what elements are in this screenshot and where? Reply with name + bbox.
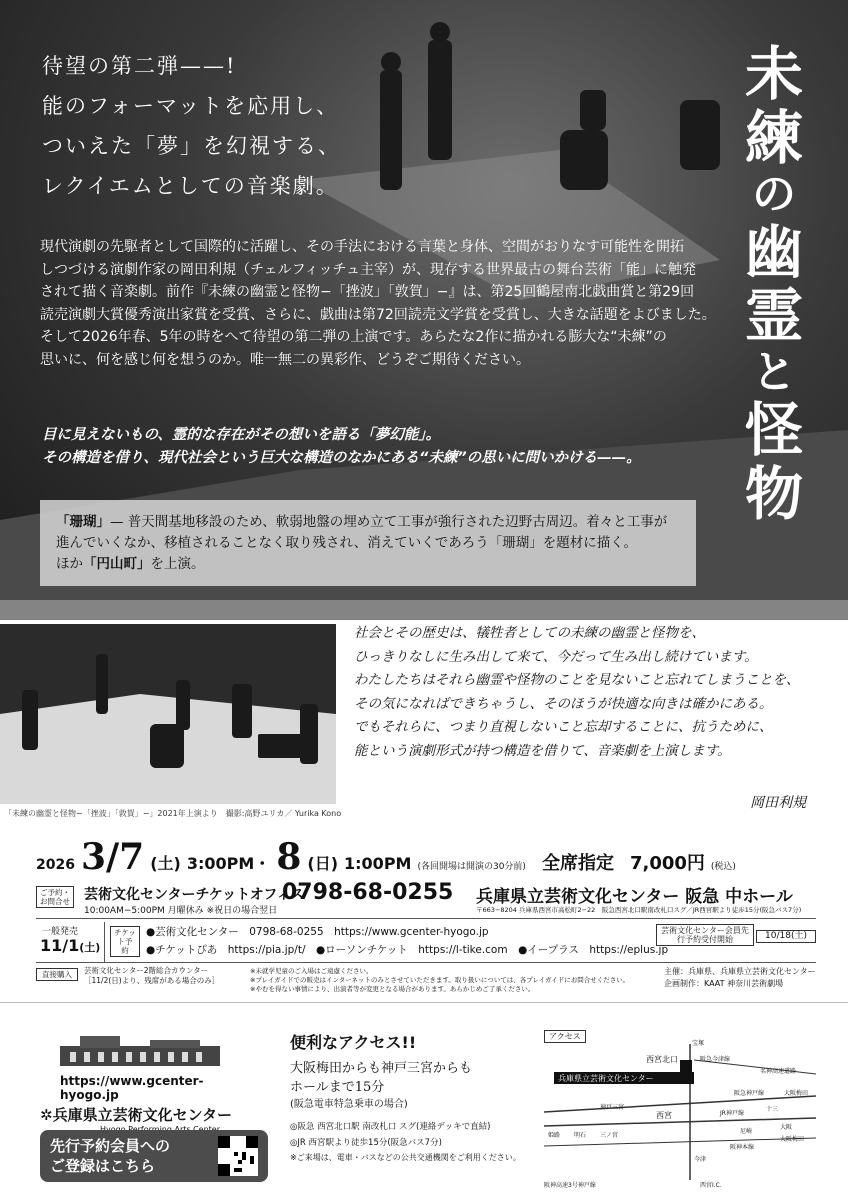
map-label: 西宮I.C. (700, 1182, 722, 1189)
quote-line: 社会とその歴史は、犠牲者としての未練の幽霊と怪物を、 (354, 625, 705, 641)
sales-line-1[interactable]: ●芸術文化センター 0798-68-0255 https://www.gcenter-hyogo.jp (146, 926, 489, 938)
access-line: (阪急電車特急乗車の場合) (290, 1099, 408, 1110)
tagline-line: 能のフォーマットを応用し、 (42, 94, 340, 118)
contact-row (36, 880, 816, 918)
divider (0, 1002, 848, 1003)
dow-2: (日) (307, 854, 339, 873)
member-label: 芸術文化センター会員先行予約受付開始 (656, 924, 754, 946)
map-label: 明石 (574, 1132, 587, 1139)
access-map (544, 1030, 816, 1190)
sango-title: 「珊瑚」 (56, 514, 110, 530)
ticket-tag: チケット予約 (110, 926, 140, 957)
intro-line: そして2026年春、5年の時をへて待望の第二弾の上演です。あらたな2作に描かれる膨大な“未練”の (40, 329, 667, 345)
map-label: 西宮北口 (646, 1055, 678, 1064)
sales-line-2[interactable]: ●チケットぴあ https://pia.jp/t/ ●ローソンチケット https://l-tike.com ●イープラス https://eplus.jp (146, 944, 669, 956)
open-note: (各回開場は開演の30分前) (417, 862, 526, 872)
direct-text: 芸術文化センター2階総合カウンター［11/2(日)より、残席がある場合のみ］ (84, 966, 220, 985)
map-label: 阪急神戸線 (734, 1090, 765, 1097)
intro-line: 読売演劇大賞優秀演出家賞を受賞、さらに、戯曲は第72回読売文学賞を受賞し、大きな話題をよびました。 (40, 306, 716, 323)
map-label: 尼崎 (740, 1128, 753, 1135)
title-part: 未練 (744, 40, 803, 172)
map-label: 三ノ宮 (600, 1132, 619, 1139)
organizer: 主催：兵庫県、兵庫県立芸術文化センター (664, 967, 816, 976)
map-label: 阪神高速3号神戸線 (544, 1182, 596, 1189)
map-label: 阪急今津線 (700, 1056, 731, 1063)
time-1: 3:00PM・ (186, 854, 271, 873)
tagline (42, 46, 341, 206)
map-label: 大阪梅田 (780, 1136, 805, 1143)
footer-url[interactable]: https://www.gcenter-hyogo.jp (60, 1074, 204, 1102)
building-icon (40, 1030, 240, 1070)
title-part: の (752, 169, 796, 220)
ticket-price: 7,000円 (629, 853, 705, 874)
time-2: 1:00PM (344, 854, 412, 873)
map-label: 西宮 (656, 1111, 672, 1120)
date-1: 3/7 (80, 836, 145, 878)
note-line: ※未就学児童のご入場はご遠慮ください。 (250, 967, 373, 975)
intro-line: されて描く音楽劇。前作『未練の幽霊と怪物−「挫波」「敦賀」−』は、第25回鶴屋南北戯曲賞と第29回 (40, 284, 695, 300)
producer: 企画制作：KAAT 神奈川芸術劇場 (664, 979, 784, 988)
tagline-line: ついえた「夢」を幻視する、 (42, 134, 341, 158)
map-title: アクセス (544, 1030, 586, 1043)
office-name: 芸術文化センターチケットオフィス (84, 887, 305, 903)
title-part: 幽霊 (744, 218, 803, 350)
date-2: 8 (276, 836, 302, 878)
maruyama-title: 「円山町」 (83, 556, 151, 572)
map-label: 大阪梅田 (784, 1090, 809, 1097)
director-quote (354, 622, 824, 763)
tagline-line: レクイエムとしての音楽劇。 (42, 174, 339, 198)
map-label: JR神戸線 (720, 1110, 744, 1117)
access-title: 便利なアクセス!! (290, 1033, 417, 1052)
member-date: 10/18(土) (756, 930, 816, 943)
tax-note: (税込) (710, 862, 736, 872)
map-label: 姫路 (548, 1132, 561, 1139)
map-label: 大阪 (780, 1124, 793, 1131)
photo-caption: 「未練の幽霊と怪物−「挫波」「敦賀」−」2021年上演より 撮影:高野ユリカ／ Yurika Kono (4, 809, 342, 818)
emphasis-line: その構造を借り、現代社会という巨大な構造のなかにある“未練”の思いに問いかける——。 (42, 450, 641, 466)
map-label: 宝塚 (692, 1040, 705, 1047)
qr-pattern (218, 1136, 258, 1176)
venue-logo-block (40, 1030, 260, 1134)
venue-name-jp: 兵庫県立芸術文化センター (52, 1106, 232, 1124)
access-info (290, 1030, 530, 1163)
quote-line: でもそれらに、つまり直視しないこと忘却することに、抗うために、 (354, 719, 773, 735)
sango-text: を上演。 (150, 556, 205, 572)
schedule-row (36, 836, 816, 882)
performance-photo (0, 624, 336, 804)
show-title (728, 42, 820, 526)
map-label: 阪神本線 (730, 1144, 755, 1151)
divider (104, 922, 105, 962)
sango-box (40, 500, 696, 586)
title-part: 怪物 (744, 396, 803, 528)
general-sale-label: 一般発売 (42, 927, 79, 937)
map-label: 名神高速道路 (760, 1068, 797, 1075)
member-signup-button[interactable] (40, 1130, 268, 1182)
map-label: 神戸三宮 (600, 1104, 625, 1111)
note-line: ※やむを得ない事情により、出演者等が変更となる場合があります。あらかじめご了承ください。 (250, 985, 535, 993)
intro-line: 思いに、何を感じ何を想うのか。唯一無二の異彩作、どうぞご期待ください。 (40, 351, 530, 368)
direct-tag: 直接購入 (36, 968, 78, 981)
dow-1: (土) (150, 854, 181, 873)
title-part: と (752, 347, 796, 398)
quote-line: 能という演劇形式が持つ構造を借りて、音楽劇を上演します。 (354, 742, 731, 759)
emphasis-text (42, 424, 722, 470)
venue-logo-name (40, 1104, 260, 1125)
venue-name: 兵庫県立芸術文化センター 阪急 中ホール (476, 887, 793, 907)
emphasis-line: 目に見えないもの、霊的な存在がその想いを語る「夢幻能」。 (42, 427, 441, 443)
sango-text: 進んでいくなか、移植されることなく取り残され、消えていくであろう「珊瑚」を題材に描く。 (56, 535, 638, 551)
access-line: ホールまで15分 (290, 1080, 385, 1095)
general-sale-day: 11/1 (40, 936, 80, 955)
quote-line: わたしたちはそれら幽霊や怪物のことを見ないこと忘れてしまうことを、 (354, 672, 800, 688)
sango-text: ほか (56, 556, 83, 572)
general-sale-date (40, 936, 100, 955)
route-line: ◎阪急 西宮北口駅 南改札口 スグ(連絡デッキで直結) (290, 1122, 491, 1132)
map-venue: 兵庫県立芸術文化センター (558, 1074, 654, 1083)
cta-line: 先行予約会員への (50, 1137, 171, 1155)
route-line: ◎JR 西宮駅より徒歩15分(阪急バス7分) (290, 1138, 442, 1148)
divider (36, 918, 816, 919)
route-line: ※ご来場は、電車・バスなどの公共交通機関をご利用ください。 (290, 1153, 521, 1162)
quote-line: その気になればできちゃうし、そのほうが快適な向きは確かにある。 (354, 695, 773, 712)
general-sale-dow: (土) (79, 941, 101, 954)
note-line: ※プレイガイドでの販売はインターネットのみとさせていただきます。取り扱いについては、各プレイガイドにお問合せください。 (250, 976, 630, 984)
map-label: 十三 (766, 1106, 779, 1113)
office-phone[interactable]: 0798-68-0255 (282, 880, 454, 905)
qr-code-icon[interactable] (218, 1136, 258, 1176)
divider (36, 962, 816, 963)
intro-line: しつづける演劇作家の岡田利規（チェルフィッチュ主宰）が、現存する世界最古の舞台芸術「能」に触発 (40, 261, 697, 278)
quote-line: ひっきりなしに生み出して来て、今だって生み出し続けています。 (354, 648, 758, 665)
stage-photo-2 (0, 624, 336, 804)
map-label: 今津 (694, 1156, 707, 1163)
venue-address: 〒663−8204 兵庫県西宮市高松町2−22 阪急西宮北口駅南改札口スグ／JR西宮駅より徒歩15分(阪急バス7分) (476, 906, 802, 914)
office-hours: 10:00AM−5:00PM 月曜休み ※祝日の場合翌日 (84, 906, 278, 916)
intro-line: 現代演劇の先駆者として国際的に活躍し、その手法における言葉と身体、空間がおりなす可能性を開拓 (40, 239, 684, 255)
year: 2026 (36, 857, 75, 873)
intro-paragraph (40, 236, 720, 371)
seat-type: 全席指定 (541, 853, 614, 874)
quote-author: 岡田利規 (750, 795, 806, 811)
star-icon: ✲ (40, 1106, 53, 1124)
tagline-line: 待望の第二弾——! (42, 54, 237, 78)
cta-line: ご登録はこちら (50, 1157, 156, 1175)
contact-tag: ご予約・お問合せ (36, 886, 74, 908)
access-line: 大阪梅田からも神戸三宮からも (290, 1061, 473, 1076)
sango-text: — 普天間基地移設のため、軟弱地盤の埋め立て工事が強行された辺野古周辺。着々と工事が (110, 514, 668, 530)
